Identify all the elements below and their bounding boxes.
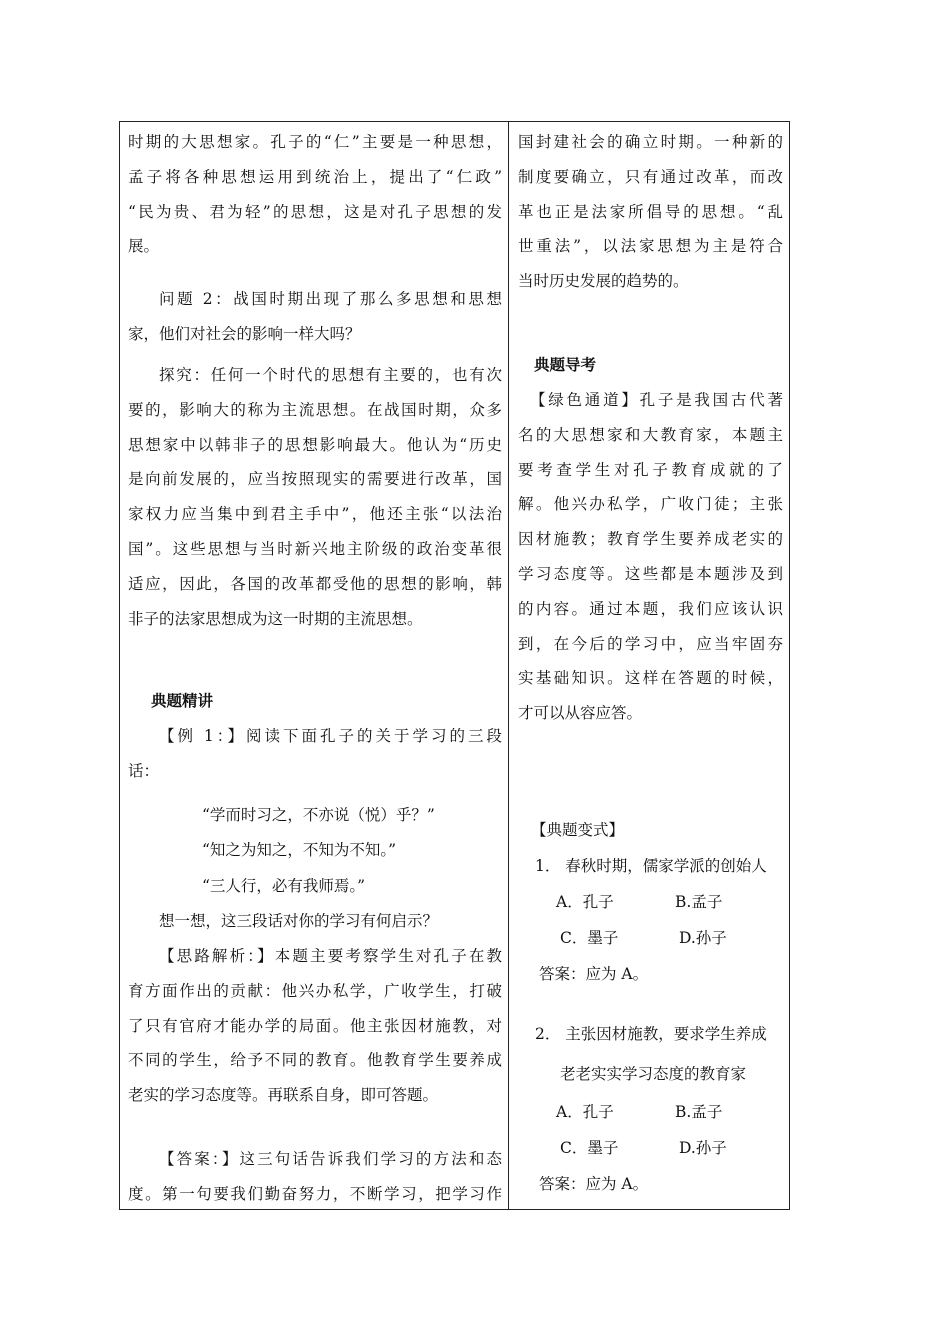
text-line: 革也正是法家所倡导的思想。“乱 [518, 202, 783, 221]
text-line: 家权力应当集中到君主手中”，他还主张“以法治 [128, 505, 502, 524]
text-line: 才可以从容应答。 [518, 704, 643, 723]
question-2-answer: 答案：应为 A。 [539, 1175, 649, 1193]
text-line: 国”。这些思想与当时新兴地主阶级的政治变革很 [128, 539, 502, 558]
left-exploration-paragraph [128, 358, 502, 636]
text-line: 国封建社会的确立时期。一种新的 [518, 133, 783, 151]
text-line: “民为贵、君为轻”的思想，这是对孔子思想的发 [128, 202, 502, 221]
text-line: 因材施教；教育学生要养成老实的 [518, 530, 783, 549]
variant-title: 【典题变式】 [531, 821, 625, 839]
text-line: 非子的法家思想成为这一时期的主流思想。 [128, 609, 423, 628]
section-heading-dianti-jingjiang: 典题精讲 [151, 691, 214, 710]
question-1-option-a: A．孔子 [556, 893, 614, 911]
text-line: 话： [128, 761, 160, 780]
text-line: 家，他们对社会的影响一样大吗？ [128, 324, 361, 343]
question-1-option-d: D.孙子 [679, 929, 727, 947]
think-prompt: 想一想，这三段话对你的学习有何启示？ [159, 912, 439, 930]
text-line: 【思路解析：】本题主要考察学生对孔子在教 [159, 947, 502, 965]
text-line: 世重法”，以法家思想为主是符合 [518, 237, 783, 256]
text-line: 了只有官府才能办学的局面。他主张因材施教，对 [128, 1016, 502, 1035]
text-line: 学习态度等。这些都是本题涉及到 [518, 564, 783, 583]
text-line: 实基础知识。这样在答题的时候， [518, 669, 783, 688]
text-line: 度。第一句要我们勤奋努力，不断学习，把学习作 [128, 1184, 502, 1203]
text-line: 的内容。通过本题，我们应该认识 [518, 599, 783, 618]
question-2-option-d: D.孙子 [679, 1139, 727, 1157]
content-table [119, 121, 790, 1210]
text-line: 当时历史发展的趋势的。 [518, 272, 689, 291]
left-paragraph-1 [128, 125, 502, 264]
left-column [120, 122, 509, 1209]
section-heading-dianti-daokao: 典题导考 [534, 355, 597, 374]
text-line: 【绿色通道】孔子是我国古代著 [530, 391, 783, 409]
text-line: 问题 2：战国时期出现了那么多思想和思想 [159, 290, 502, 308]
question-2-option-a: A．孔子 [556, 1103, 614, 1121]
text-line: 【例 1：】阅读下面孔子的关于学习的三段 [159, 727, 502, 745]
example-1-intro [128, 719, 502, 789]
question-2-stem-line-1: 2． 主张因材施教，要求学生养成 [535, 1025, 767, 1043]
question-2-option-b: B.孟子 [675, 1103, 723, 1121]
right-paragraph-1 [518, 125, 783, 299]
text-line: 要考查学生对孔子教育成就的了 [518, 460, 783, 479]
question-2-stem-line-2: 老老实实学习态度的教育家 [560, 1065, 747, 1083]
text-line: 育方面作出的贡献：他兴办私学，广收学生，打破 [128, 981, 502, 1000]
text-line: 适应，因此，各国的改革都受他的思想的影响，韩 [128, 574, 502, 593]
text-line: 展。 [128, 237, 160, 256]
text-line: 探究：任何一个时代的思想有主要的，也有次 [159, 366, 502, 384]
quote-2: “知之为知之，不知为不知。” [202, 841, 397, 859]
text-line: 名的大思想家和大教育家，本题主 [518, 425, 783, 444]
text-line: 制度要确立，只有通过改革，而改 [518, 167, 783, 186]
answer-paragraph [128, 1142, 502, 1212]
question-1-option-c: C．墨子 [560, 929, 619, 947]
quote-1: “学而时习之，不亦说（悦）乎？” [202, 806, 435, 824]
left-question-2 [128, 282, 502, 352]
quote-3: “三人行，必有我师焉。” [202, 877, 366, 895]
analysis-paragraph [128, 939, 502, 1113]
text-line: 孟子将各种思想运用到统治上，提出了“仁政” [128, 167, 502, 186]
green-channel-paragraph [518, 383, 783, 731]
text-line: 解。他兴办私学，广收门徒；主张 [518, 495, 783, 514]
text-line: 要的，影响大的称为主流思想。在战国时期，众多 [128, 400, 502, 419]
text-line: 思想家中以韩非子的思想影响最大。他认为“历史 [128, 435, 502, 454]
right-column [509, 122, 789, 1209]
text-line: 老实的学习态度等。再联系自身，即可答题。 [128, 1086, 439, 1105]
question-2-option-c: C．墨子 [560, 1139, 619, 1157]
question-1-answer: 答案：应为 A。 [539, 965, 649, 983]
text-line: 【答案：】这三句话告诉我们学习的方法和态 [159, 1150, 502, 1168]
question-1-stem: 1． 春秋时期，儒家学派的创始人 [535, 857, 767, 875]
text-line: 时期的大思想家。孔子的“仁”主要是一种思想， [128, 133, 502, 151]
text-line: 不同的学生，给予不同的教育。他教育学生要养成 [128, 1051, 502, 1070]
text-line: 是向前发展的，应当按照现实的需要进行改革，国 [128, 470, 502, 489]
question-1-option-b: B.孟子 [675, 893, 723, 911]
text-line: 到，在今后的学习中，应当牢固夯 [518, 634, 783, 653]
